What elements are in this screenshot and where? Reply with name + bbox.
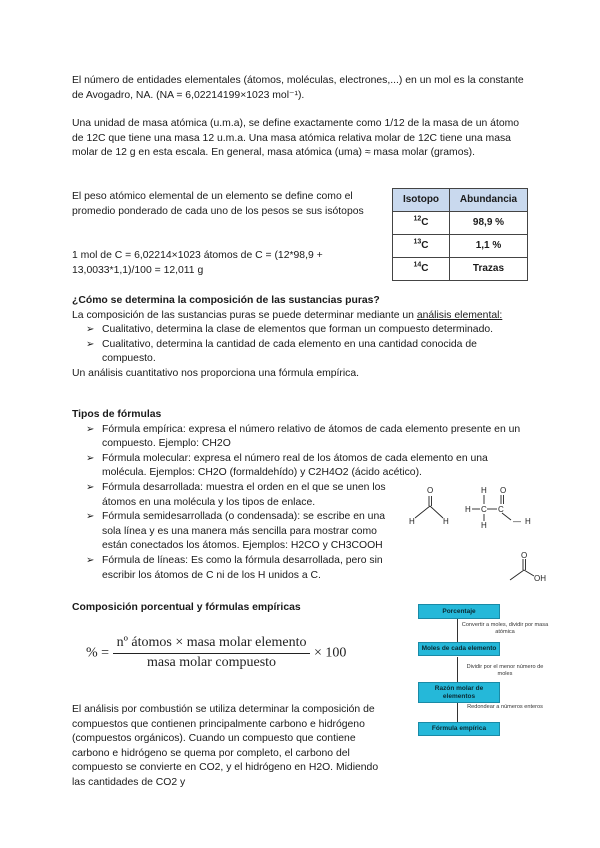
hydrogen-label: H: [409, 517, 415, 526]
flow-note: Convertir a moles, dividir por masa atómica: [461, 622, 549, 635]
flow-arrow: [457, 657, 458, 685]
bond-label: —: [513, 517, 521, 526]
isotope-mass: 14: [413, 261, 422, 269]
formula-fraction: [113, 636, 311, 670]
hydrogen-label: H: [481, 521, 487, 530]
hydrogen-label: H: [481, 486, 487, 495]
list-item: ➢ Fórmula de líneas: Es como la fórmula desarrollada, pero sin escribir los átomos de C ni de los H unidos a C.: [72, 554, 412, 583]
table-header-abundance: Abundancia: [450, 189, 528, 212]
isotope-symbol: C: [421, 239, 429, 251]
isotope-symbol: C: [421, 262, 429, 274]
isotope-abundance: 1,1 %: [450, 235, 528, 258]
isotope-abundance: Trazas: [450, 258, 528, 281]
hydroxyl-label: OH: [534, 574, 546, 583]
list-item: ➢ Fórmula empírica: expresa el número relativo de átomos de cada elemento presente en un compuesto. Ejemplo: CH2O: [72, 423, 532, 452]
percent-formula: [86, 636, 346, 670]
isotope-mass: 12: [413, 215, 422, 223]
uma-paragraph: Una unidad de masa atómica (u.m.a), se define exactamente como 1/12 de la masa de un átomo de 12C que tiene una masa 12 u.m.a. Una masa atómica relativa molar de 12C tiene una masa molar de 12 g en esta escala. En general, masa atómica (uma) ≈ masa molar (gramos).: [72, 118, 520, 159]
oxygen-label: O: [427, 486, 434, 495]
list-item: ➢ Fórmula molecular: expresa el número real de los átomos de cada elemento en una molécula. Ejemplos: CH2O (formaldehído) y C2H4O2 (ácido acético).: [72, 452, 532, 481]
formula-numerator: nº átomos × masa molar elemento: [113, 636, 311, 654]
isotope-abundance: 98,9 %: [450, 212, 528, 235]
combustion-paragraph: El análisis por combustión se utiliza determinar la composición de compuestos que contienen principalmente carbono e hidrógeno (compuestos orgánicos). Cuando un compuesto que contiene carbono e hidrógeno se quema por completo, el carbono del compuesto se convierte en CO2, y el hidrógeno en H2O. Midiendo las cantidades de CO2 y: [72, 704, 379, 788]
semidesarrollada-text: ➢ Fórmula semidesarrollada (o condensada): se escribe en una sola línea y es una manera más sencilla para mostrar como están conectados los átomos. Ejemplos: H2CO y CH3COOH: [102, 511, 386, 552]
formula-factor: × 100: [313, 645, 347, 661]
flow-box-empirical: Fórmula empírica: [418, 722, 500, 736]
line-formula-drawing: [508, 550, 548, 586]
hydrogen-label: H: [465, 505, 471, 514]
oxygen-label: O: [521, 551, 528, 560]
isotope-symbol: C: [421, 216, 429, 228]
list-item: ➢ Cualitativo, determina la clase de elementos que forman un compuesto determinado.: [72, 323, 532, 338]
table-row: [393, 258, 528, 281]
formula-denominator: masa molar compuesto: [146, 654, 277, 670]
formula-lhs: % =: [86, 645, 110, 661]
atomic-weight-paragraph: El peso atómico elemental de un elemento se define como el promedio ponderado de cada uno de los pesos se sus isótopos: [72, 191, 364, 217]
composition-text-start: La composición de las sustancias puras se puede determinar mediante un: [72, 309, 417, 321]
flow-box-molar-ratio: Razón molar de elementos: [418, 682, 500, 703]
isotope-table: [392, 188, 528, 281]
table-header-isotope: Isotopo: [393, 189, 450, 212]
structural-formulas-drawing: [405, 484, 540, 530]
carbon-label: C: [498, 505, 504, 514]
hydrogen-label: H: [443, 517, 449, 526]
flow-box-moles: Moles de cada elemento: [418, 642, 500, 656]
list-item: ➢ Fórmula desarrollada: muestra el orden en el que se unen los átomos en una molécula y los tipos de enlace.: [72, 481, 392, 510]
table-row: [393, 235, 528, 258]
quantitative-note: Un análisis cuantitativo nos proporciona una fórmula empírica.: [72, 367, 360, 379]
flow-note: Redondear a números enteros: [467, 704, 543, 710]
list-item: ➢ Cualitativo, determina la cantidad de cada elemento en una cantidad conocida de compuesto.: [72, 338, 532, 367]
table-row: [393, 212, 528, 235]
formula-types-heading: Tipos de fórmulas: [72, 409, 162, 420]
percent-heading: Composición porcentual y fórmulas empíricas: [72, 602, 301, 613]
avogadro-paragraph: El número de entidades elementales (átomos, moléculas, electrones,...) en un mol es la constante de Avogadro, NA. (NA = 6,02214199×1023 mol⁻¹).: [72, 75, 524, 101]
analisis-elemental-link[interactable]: análisis elemental:: [416, 309, 503, 321]
mol-carbon-paragraph: 1 mol de C = 6,02214×1023 átomos de C = (12*98,9 + 13,0033*1,1)/100 = 12,011 g: [72, 250, 323, 276]
composition-heading: ¿Cómo se determina la composición de las sustancias puras?: [72, 295, 380, 306]
hydrogen-label: H: [525, 517, 531, 526]
composition-text: [72, 309, 532, 324]
isotope-mass: 13: [413, 238, 422, 246]
flow-note: Dividir por el menor número de moles: [466, 664, 544, 677]
oxygen-label: O: [500, 486, 507, 495]
carbon-label: C: [481, 505, 487, 514]
composition-section: [72, 294, 532, 382]
flow-box-percentage: Porcentaje: [418, 604, 500, 619]
analysis-list: [72, 323, 532, 367]
